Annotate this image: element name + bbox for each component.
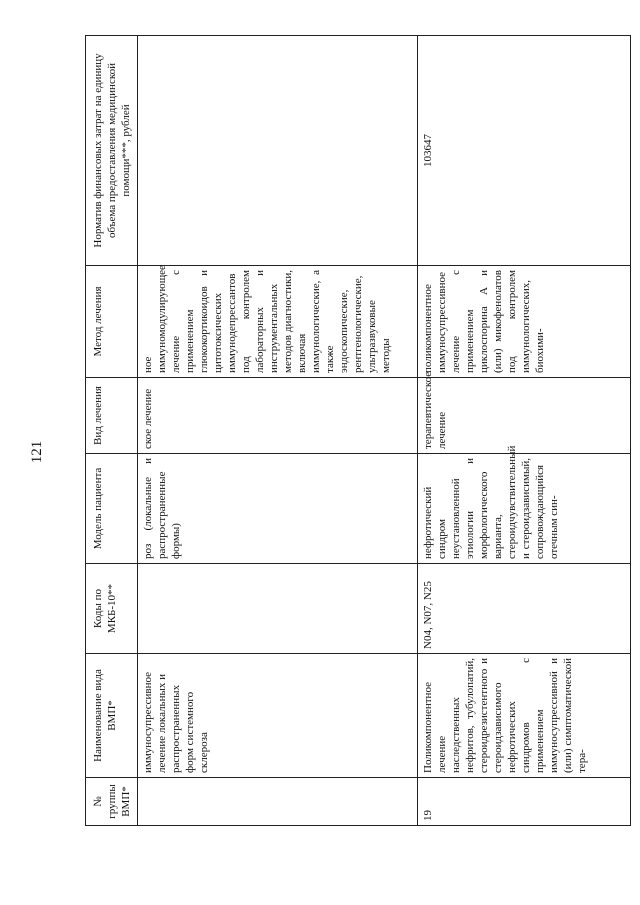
header-group: № группы ВМП* [86, 778, 138, 826]
cell-type: терапевтическое лечение [418, 378, 631, 454]
table-row [418, 36, 631, 826]
table-header-row [86, 36, 138, 826]
cell-norm: 103647 [418, 36, 631, 266]
header-type: Вид лечения [86, 378, 138, 454]
cell-name: иммуносупрессивное лечение локальных и распространенных форм системного склероза [138, 654, 418, 778]
cell-type: ское лечение [138, 378, 418, 454]
rotated-table-container [85, 36, 630, 826]
cell-model: нефротический синдром неустановленной этиологии и морфологического варианта, стероидчувствительный и стероидзависимый, сопровождающийся отечным син- [418, 454, 631, 564]
cell-name: Поликомпонентное лечение наследственных нефритов, тубулопатий, стероидрезистентного и стероидзависимого нефротических синдромов с применением иммуносупрессивной и (или) симптоматической тера- [418, 654, 631, 778]
vmp-table [85, 35, 631, 826]
header-codes: Коды по МКБ-10** [86, 564, 138, 654]
cell-codes [138, 564, 418, 654]
cell-group: 19 [418, 778, 631, 826]
cell-model: роз (локальные и распространенные формы) [138, 454, 418, 564]
table-row [138, 36, 418, 826]
cell-codes: N04, N07, N25 [418, 564, 631, 654]
header-model: Модель пациента [86, 454, 138, 564]
header-norm: Норматив финансовых затрат на единицу объема предоставления медицинской помощи***, рублей [86, 36, 138, 266]
cell-group [138, 778, 418, 826]
cell-method: поликомпонентное иммуносупрессивное лечение с применением циклоспорина А и (или) микофенолатов под контролем иммунологических, биохими- [418, 266, 631, 378]
cell-method: ное иммуномодулирующее лечение с применением глюкокортикоидов и цитотоксических иммунодепрессантов под контролем лабораторных и инструментальных методов диагностики, включая иммунологические, а также эндоскопические, рентгенологические, ультразвуковые методы [138, 266, 418, 378]
header-name: Наименование вида ВМП* [86, 654, 138, 778]
header-method: Метод лечения [86, 266, 138, 378]
page-number: 121 [29, 440, 45, 464]
cell-norm [138, 36, 418, 266]
